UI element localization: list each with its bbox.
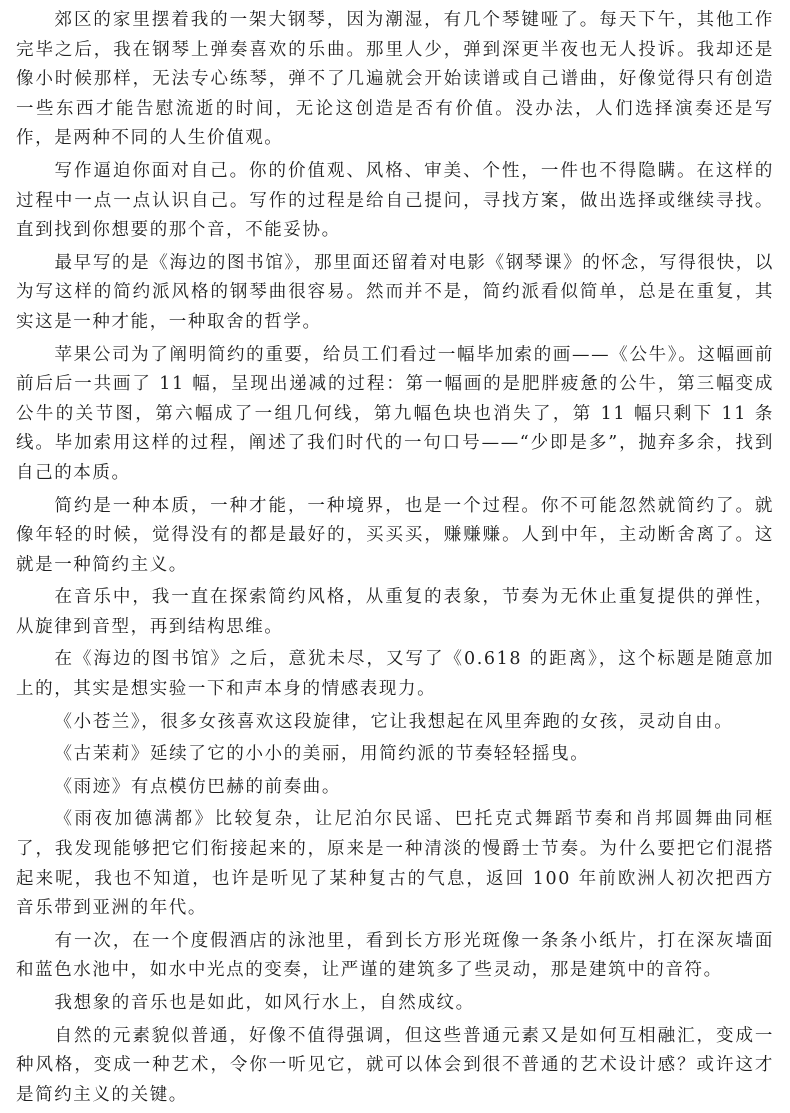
paragraph-3: 最早写的是《海边的图书馆》，那里面还留着对电影《钢琴课》的怀念，写得很快，以为写这样的简约派风格的钢琴曲很容易。然而并不是，简约派看似简单，总是在重复，其实这是一种才能，一种取舍的哲学。 (16, 252, 774, 332)
paragraph-7: 在《海边的图书馆》之后，意犹未尽，又写了《0.618 的距离》，这个标题是随意加上的，其实是想实验一下和声本身的情感表现力。 (16, 649, 774, 700)
paragraph-8: 《小苍兰》，很多女孩喜欢这段旋律，它让我想起在风里奔跑的女孩，灵动自由。 (54, 711, 734, 732)
paragraph-13: 我想象的音乐也是如此，如风行水上，自然成纹。 (54, 993, 475, 1013)
paragraph-5: 简约是一种本质，一种才能，一种境界，也是一个过程。你不可能忽然就简约了。就像年轻的时候，觉得没有的都是最好的，买买买，赚赚赚。人到中年，主动断舍离了。这就是一种简约主义。 (16, 495, 774, 575)
paragraph-14: 自然的元素貌似普通，好像不值得强调，但这些普通元素又是如何互相融汇，变成一种风格，变成一种艺术，令你一听见它，就可以体会到很不普通的艺术设计感？或许这才是简约主义的关键。 (16, 1025, 774, 1105)
paragraph-1: 郊区的家里摆着我的一架大钢琴，因为潮湿，有几个琴键哑了。每天下午，其他工作完毕之后，我在钢琴上弹奏喜欢的乐曲。那里人少，弹到深更半夜也无人投诉。我却还是像小时候那样，无法专心练琴，弹不了几遍就会开始读谱或自己谱曲，好像觉得只有创造一些东西才能告慰流逝的时间，无论这创造是否有价值。没办法，人们选择演奏还是写作，是两种不同的人生价值观。 (16, 10, 774, 149)
paragraph-4: 苹果公司为了阐明简约的重要，给员工们看过一幅毕加索的画——《公牛》。这幅画前前后后一共画了 11 幅，呈现出递减的过程：第一幅画的是肥胖疲惫的公牛，第三幅变成公牛的关节图，第六幅成了一组几何线，第九幅色块也消失了，第 11 幅只剩下 11 条线。毕加索用这样的过程，阐述了我们时代的一句口号——“少即是多”，抛弃多余，找到自己的本质。 (16, 344, 774, 483)
paragraph-12: 有一次，在一个度假酒店的泳池里，看到长方形光斑像一条条小纸片，打在深灰墙面和蓝色水池中，如水中光点的变奏，让严谨的建筑多了些灵动，那是建筑中的音符。 (16, 930, 774, 981)
paragraph-9: 《古茉莉》延续了它的小小的美丽，用简约派的节奏轻轻摇曳。 (54, 744, 590, 765)
paragraph-10: 《雨迹》有点模仿巴赫的前奏曲。 (54, 776, 341, 797)
paragraph-2: 写作逼迫你面对自己。你的价值观、风格、审美、个性，一件也不得隐瞒。在这样的过程中一点一点认识自己。写作的过程是给自己提问，寻找方案，做出选择或继续寻找。直到找到你想要的那个音，不能妥协。 (16, 160, 774, 241)
paragraph-6: 在音乐中，我一直在探索简约风格，从重复的表象，节奏为无休止重复提供的弹性，从旋律到音型，再到结构思维。 (16, 587, 774, 637)
article-body (16, 6, 774, 1113)
paragraph-11: 《雨夜加德满都》比较复杂，让尼泊尔民谣、巴托克式舞蹈节奏和肖邦圆舞曲同框了，我发现能够把它们衔接起来的，原来是一种清淡的慢爵士节奏。为什么要把它们混搭起来呢，我也不知道，也许是听见了某种复古的气息，返回 100 年前欧洲人初次把西方音乐带到亚洲的年代。 (16, 809, 774, 919)
